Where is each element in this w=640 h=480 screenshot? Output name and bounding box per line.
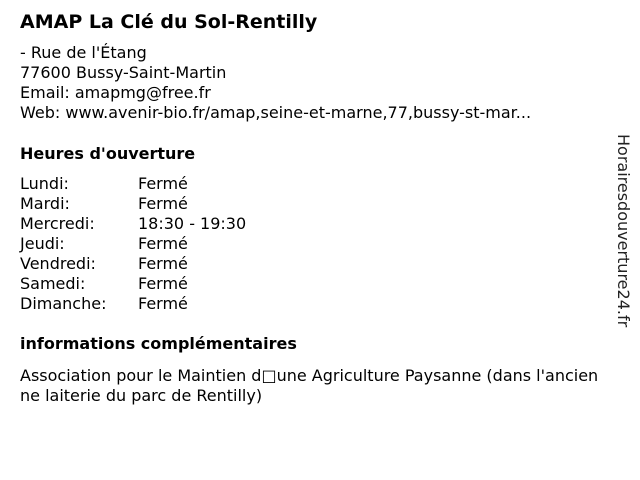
day-hours: 18:30 - 19:30	[138, 214, 247, 233]
day-label: Lundi:	[20, 174, 69, 193]
day-label: Samedi:	[20, 274, 86, 293]
hours-row-thursday	[20, 234, 246, 254]
hours-row-sunday	[20, 294, 246, 314]
hours-row-wednesday	[20, 214, 246, 234]
hours-row-tuesday	[20, 194, 246, 214]
business-address	[20, 43, 531, 123]
hours-row-friday	[20, 254, 246, 274]
hours-row-monday	[20, 174, 246, 194]
day-hours: Fermé	[138, 274, 188, 293]
day-label: Vendredi:	[20, 254, 96, 273]
day-hours: Fermé	[138, 234, 188, 253]
site-watermark: Horairesdouverture24.fr	[614, 134, 633, 328]
city-postal: 77600 Bussy-Saint-Martin	[20, 63, 227, 82]
street-address: - Rue de l'Étang	[20, 43, 147, 62]
day-label: Mercredi:	[20, 214, 95, 233]
day-label: Mardi:	[20, 194, 70, 213]
email-line: Email: amapmg@free.fr	[20, 83, 211, 102]
day-hours: Fermé	[138, 294, 188, 313]
opening-hours-list	[20, 174, 246, 314]
day-hours: Fermé	[138, 254, 188, 273]
hours-row-saturday	[20, 274, 246, 294]
additional-info-heading: informations complémentaires	[20, 334, 297, 353]
day-label: Jeudi:	[20, 234, 65, 253]
additional-info-text: Association pour le Maintien d□une Agriculture Paysanne (dans l'ancienne laiterie du parc de Rentilly)	[20, 366, 599, 405]
day-hours: Fermé	[138, 174, 188, 193]
day-label: Dimanche:	[20, 294, 107, 313]
web-line: Web: www.avenir-bio.fr/amap,seine-et-marne,77,bussy-st-mar...	[20, 103, 532, 122]
business-name: AMAP La Clé du Sol-Rentilly	[20, 11, 318, 33]
opening-hours-heading: Heures d'ouverture	[20, 144, 196, 163]
day-hours: Fermé	[138, 194, 188, 213]
